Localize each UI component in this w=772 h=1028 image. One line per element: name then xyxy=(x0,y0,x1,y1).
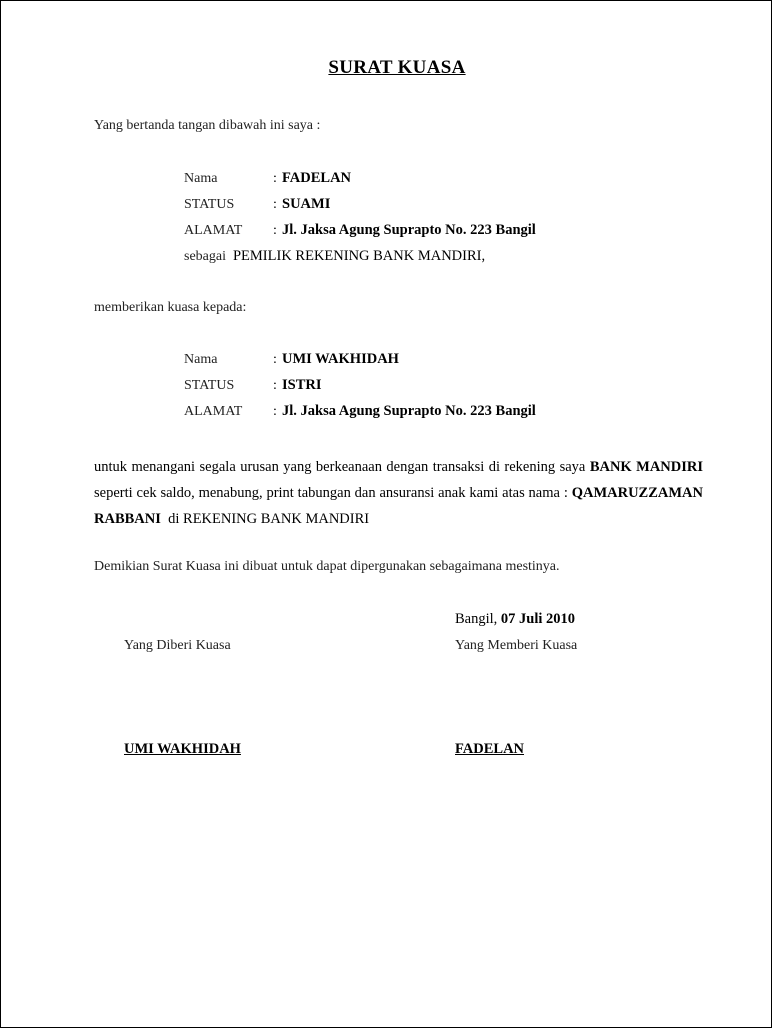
colon: : xyxy=(273,352,277,367)
colon: : xyxy=(273,404,277,419)
purpose-text-2: seperti cek saldo, menabung, print tabungan dan ansuransi anak kami atas nama : xyxy=(94,485,568,501)
colon: : xyxy=(273,378,277,393)
grantor-role-row xyxy=(184,248,485,265)
colon: : xyxy=(273,197,277,212)
purpose-text-1: untuk menangani segala urusan yang berkeanaan dengan transaksi di rekening saya xyxy=(94,459,586,475)
grantor-address-label: ALAMAT xyxy=(184,223,243,238)
place-date xyxy=(455,611,575,628)
grantor-role-value: PEMILIK REKENING BANK MANDIRI, xyxy=(232,248,486,264)
grantee-status-label: STATUS xyxy=(184,378,235,393)
colon: : xyxy=(273,223,277,238)
colon: : xyxy=(273,171,277,186)
purpose-child-name: QAMARUZZAMAN RABBANI xyxy=(94,485,703,527)
grantee-status-value: ISTRI xyxy=(282,377,322,393)
grantor-name-row xyxy=(184,170,351,187)
grantee-name-value: UMI WAKHIDAH xyxy=(282,351,399,367)
grant-text: memberikan kuasa kepada: xyxy=(94,300,247,315)
grantor-name-value: FADELAN xyxy=(282,170,352,186)
grantee-address-row xyxy=(184,403,536,420)
grantee-name-row xyxy=(184,351,399,368)
grantor-status-label: STATUS xyxy=(184,197,235,212)
purpose-text-3: di REKENING BANK MANDIRI xyxy=(168,511,370,527)
grantor-status-value: SUAMI xyxy=(282,196,331,212)
grantor-address-row xyxy=(184,222,536,239)
date: 07 Juli 2010 xyxy=(500,611,576,627)
left-role: Yang Diberi Kuasa xyxy=(124,638,231,653)
purpose-bank: BANK MANDIRI xyxy=(589,459,704,475)
intro-text: Yang bertanda tangan dibawah ini saya : xyxy=(94,118,321,133)
place: Bangil, xyxy=(455,611,498,627)
grantor-name-label: Nama xyxy=(184,171,218,186)
right-signer-name: FADELAN xyxy=(455,741,525,757)
grantee-address-value: Jl. Jaksa Agung Suprapto No. 223 Bangil xyxy=(282,403,536,419)
grantee-name-label: Nama xyxy=(184,352,218,367)
grantor-status-row xyxy=(184,196,330,213)
letter-title: SURAT KUASA xyxy=(328,57,466,78)
grantee-status-row xyxy=(184,377,322,394)
left-signer-name: UMI WAKHIDAH xyxy=(124,741,241,757)
closing-text: Demikian Surat Kuasa ini dibuat untuk dapat dipergunakan sebagaimana mestinya. xyxy=(94,559,560,574)
purpose-paragraph xyxy=(94,454,703,532)
right-role: Yang Memberi Kuasa xyxy=(455,638,578,653)
grantor-role-prefix: sebagai xyxy=(184,249,226,264)
grantor-address-value: Jl. Jaksa Agung Suprapto No. 223 Bangil xyxy=(282,222,536,238)
grantee-address-label: ALAMAT xyxy=(184,404,243,419)
